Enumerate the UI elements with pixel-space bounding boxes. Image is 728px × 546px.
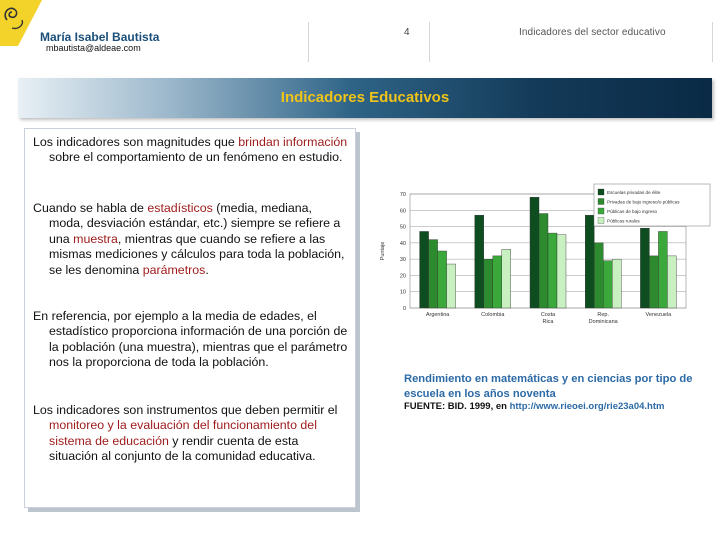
p4-text-a: Los indicadores son instrumentos que deben permitir el <box>33 403 338 417</box>
bar <box>447 264 456 308</box>
page-number-frame <box>308 22 430 62</box>
y-tick-label: 10 <box>399 289 406 296</box>
legend-label: Escuelas privadas de élite <box>607 190 661 195</box>
bar <box>667 256 676 308</box>
bar <box>420 231 429 308</box>
bar <box>475 215 484 308</box>
source-link[interactable]: http://www.rieoei.org/rie23a04.htm <box>509 401 665 412</box>
x-tick-label: Venezuela <box>645 312 672 318</box>
p1-highlight: brindan información <box>238 135 348 149</box>
p2-highlight-muestra: muestra <box>73 231 118 246</box>
slide-title: Indicadores Educativos <box>280 89 450 106</box>
y-tick-label: 50 <box>399 224 406 231</box>
bar <box>603 261 612 308</box>
legend-swatch <box>598 208 604 214</box>
y-tick-label: 60 <box>399 208 406 215</box>
chart-source <box>404 401 664 412</box>
bar <box>502 249 511 308</box>
y-tick-label: 70 <box>399 192 406 198</box>
bar <box>539 214 548 308</box>
bar-chart <box>372 180 718 328</box>
y-tick-label: 30 <box>399 257 406 264</box>
slide-topic: Indicadores del sector educativo <box>519 27 666 38</box>
bar <box>594 243 603 308</box>
p2-text-c: , mientras que cuando se refiere a las mismas mediciones y cálculos para toda la población, se les denomina <box>49 231 345 277</box>
bar <box>585 215 594 308</box>
text-panel <box>24 128 356 508</box>
bar <box>658 231 667 308</box>
x-tick-label: Costa <box>540 312 556 318</box>
bar <box>640 228 649 308</box>
author-name: María Isabel Bautista <box>40 30 160 44</box>
p2-highlight-parametros: parámetros <box>142 262 206 277</box>
x-tick-label: Rica <box>542 319 554 325</box>
bar <box>649 256 658 308</box>
x-tick-label: Argentina <box>425 312 450 318</box>
p2-text-d: . <box>205 262 209 277</box>
legend-label: Privadas de bajo ingreso/o públicas <box>607 199 680 205</box>
p4-highlight: monitoreo y la evaluación del funcionamiento del sistema de educación <box>49 418 317 448</box>
legend-label: Públicas rurales <box>607 218 640 224</box>
paragraph-1 <box>33 135 349 166</box>
p2-text-a: Cuando se habla de <box>33 201 148 215</box>
bar <box>530 197 539 308</box>
y-tick-label: 20 <box>399 273 406 280</box>
y-tick-label: 0 <box>402 306 406 312</box>
p4-text-b: y rendir cuenta de esta situación al conjunto de la comunidad educativa. <box>49 433 316 464</box>
bar <box>484 259 493 308</box>
bar <box>429 240 438 308</box>
bar <box>438 251 447 308</box>
p1-text-a: Los indicadores son magnitudes que <box>33 135 239 149</box>
title-banner <box>18 78 712 118</box>
bar <box>612 259 621 308</box>
bar <box>548 233 557 308</box>
paragraph-4 <box>33 403 349 465</box>
x-tick-label: Colombia <box>481 312 505 318</box>
logo-swirl-icon <box>0 0 42 46</box>
legend-swatch <box>598 218 604 224</box>
author-email: mbautista@aldeae.com <box>46 43 141 53</box>
chart-caption: Rendimiento en matemáticas y en ciencias por tipo de escuela en los años noventa <box>404 373 693 400</box>
x-tick-label: Rep. <box>597 312 610 318</box>
legend-label: Públicas de bajo ingreso <box>607 209 658 214</box>
bar <box>493 256 502 308</box>
y-axis-label: Puntaje <box>380 241 386 261</box>
p2-highlight-estadisticos: estadísticos <box>147 201 213 215</box>
chart-container <box>372 180 718 328</box>
page-number: 4 <box>404 27 410 38</box>
p1-text-b: sobre el comportamiento de un fenómeno en estudio. <box>49 150 343 165</box>
x-tick-label: Dominicana <box>588 319 618 325</box>
legend-swatch <box>598 189 604 195</box>
source-prefix: FUENTE: BID. 1999, en <box>404 401 510 412</box>
paragraph-3: En referencia, por ejemplo a la media de edades, el estadístico proporciona información de una porción de la población (una muestra), mientras que el parámetro nos la proporciona de toda la población. <box>33 309 348 370</box>
paragraph-2 <box>33 201 349 278</box>
p2-text-b: (media, mediana, moda, desviación estándar, etc.) siempre se refiere a una <box>49 201 341 246</box>
legend-swatch <box>598 199 604 205</box>
bar <box>557 235 566 308</box>
y-tick-label: 40 <box>399 240 406 247</box>
